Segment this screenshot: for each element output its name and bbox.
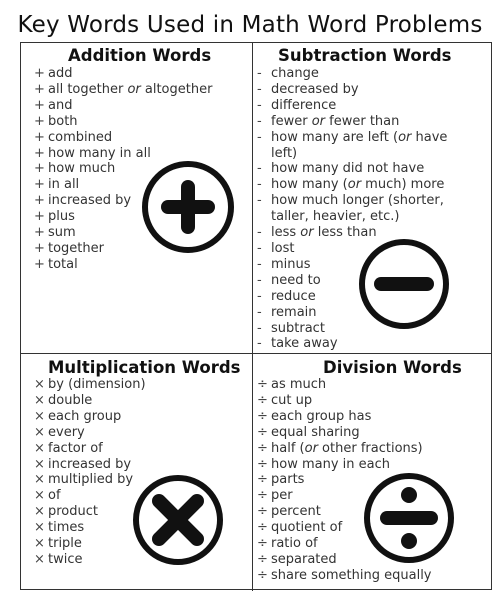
division-bullet-symbol: ÷: [257, 504, 268, 520]
multiplication-word-text: double: [48, 392, 93, 408]
addition-word-text: sum: [48, 225, 76, 241]
division-word-item: [257, 425, 432, 441]
multiplication-word-item: [34, 504, 146, 520]
addition-word-text: all together or altogether: [48, 81, 213, 97]
addition-word-text: add: [48, 66, 73, 81]
division-word-text: cut up: [271, 392, 313, 408]
subtraction-word-item: [257, 98, 447, 114]
multiplication-word-item: [34, 425, 146, 441]
division-word-text: percent: [271, 504, 321, 520]
horizontal-divider: [20, 353, 492, 354]
subtraction-word-text: left): [271, 145, 298, 161]
division-word-text: as much: [271, 377, 327, 392]
multiplication-word-text: factor of: [48, 440, 103, 456]
multiplication-word-item: [34, 472, 146, 488]
subtraction-word-text: change: [271, 66, 319, 81]
subtraction-bullet-symbol: -: [257, 97, 262, 113]
subtraction-word-text: fewer or fewer than: [271, 113, 400, 129]
subtraction-word-text: less or less than: [271, 225, 377, 241]
addition-word-item: [34, 130, 212, 146]
multiplication-word-text: triple: [48, 536, 82, 552]
division-word-text: quotient of: [271, 520, 343, 536]
subtraction-bullet-symbol: -: [257, 256, 262, 272]
subtraction-word-text: lost: [271, 240, 295, 256]
addition-word-item: [34, 66, 212, 82]
division-bullet-symbol: ÷: [257, 392, 268, 408]
division-word-item: [257, 441, 432, 457]
addition-word-item: [34, 82, 212, 98]
addition-bullet-symbol: +: [34, 113, 45, 129]
addition-word-text: how much: [48, 161, 116, 177]
multiplication-word-text: increased by: [48, 456, 132, 472]
addition-bullet-symbol: +: [34, 256, 45, 272]
division-bullet-symbol: ÷: [257, 488, 268, 504]
division-word-text: parts: [271, 472, 305, 488]
division-word-text: equal sharing: [271, 424, 360, 440]
multiplication-bullet-symbol: ×: [34, 408, 45, 424]
subtraction-word-text: difference: [271, 97, 337, 113]
subtraction-word-text: subtract: [271, 320, 325, 336]
subtraction-word-item: [257, 161, 447, 177]
subtraction-word-item: [257, 193, 447, 209]
division-heading: Division Words: [323, 358, 462, 377]
subtraction-bullet-symbol: -: [257, 225, 262, 241]
division-word-text: per: [271, 488, 293, 504]
division-word-item: [257, 568, 432, 584]
division-word-text: separated: [271, 551, 337, 567]
division-bullet-symbol: ÷: [257, 424, 268, 440]
addition-word-item: [34, 114, 212, 130]
subtraction-heading: Subtraction Words: [278, 46, 452, 65]
subtraction-bullet-symbol: -: [257, 336, 262, 352]
division-word-item: [257, 377, 432, 393]
multiplication-word-item: [34, 409, 146, 425]
multiplication-bullet-symbol: ×: [34, 392, 45, 408]
subtraction-bullet-symbol: -: [257, 320, 262, 336]
subtraction-word-text: how many did not have: [271, 161, 425, 177]
division-bullet-symbol: ÷: [257, 377, 268, 392]
division-word-text: ratio of: [271, 536, 318, 552]
subtraction-bullet-symbol: -: [257, 161, 262, 177]
multiplication-word-item: [34, 520, 146, 536]
division-bullet-symbol: ÷: [257, 551, 268, 567]
multiplication-word-text: by (dimension): [48, 377, 146, 392]
multiplication-word-text: times: [48, 520, 85, 536]
multiplication-bullet-symbol: ×: [34, 504, 45, 520]
addition-heading: Addition Words: [68, 46, 212, 65]
division-word-text: how many in each: [271, 456, 390, 472]
addition-bullet-symbol: +: [34, 66, 45, 81]
subtraction-word-item: [257, 336, 447, 352]
subtraction-word-item: [257, 130, 447, 146]
division-bullet-symbol: ÷: [257, 472, 268, 488]
addition-bullet-symbol: +: [34, 161, 45, 177]
addition-word-item: [34, 257, 212, 273]
multiplication-word-item: [34, 488, 146, 504]
addition-word-text: and: [48, 97, 73, 113]
subtraction-bullet-symbol: -: [257, 304, 262, 320]
division-word-text: half (or other fractions): [271, 440, 423, 456]
addition-word-text: both: [48, 113, 78, 129]
addition-word-text: combined: [48, 129, 113, 145]
subtraction-word-item: [257, 82, 447, 98]
times-circle-icon: [132, 474, 224, 566]
subtraction-word-text: need to: [271, 272, 321, 288]
multiplication-word-text: product: [48, 504, 99, 520]
division-bullet-symbol: ÷: [257, 520, 268, 536]
division-bullet-symbol: ÷: [257, 567, 268, 583]
addition-word-text: total: [48, 256, 78, 272]
subtraction-word-text: how many are left (or have: [271, 129, 448, 145]
multiplication-word-item: [34, 393, 146, 409]
addition-word-item: [34, 98, 212, 114]
addition-word-text: increased by: [48, 193, 132, 209]
division-bullet-symbol: ÷: [257, 440, 268, 456]
multiplication-word-text: each group: [48, 408, 122, 424]
subtraction-word-item: [257, 66, 447, 82]
plus-circle-icon: [141, 160, 235, 254]
divide-circle-icon: [363, 472, 455, 564]
addition-bullet-symbol: +: [34, 129, 45, 145]
subtraction-word-text: take away: [271, 336, 338, 352]
subtraction-bullet-symbol: -: [257, 66, 262, 81]
multiplication-word-text: of: [48, 488, 61, 504]
addition-word-text: plus: [48, 209, 75, 225]
addition-bullet-symbol: +: [34, 97, 45, 113]
multiplication-bullet-symbol: ×: [34, 488, 45, 504]
subtraction-word-text: reduce: [271, 288, 316, 304]
multiplication-bullet-symbol: ×: [34, 472, 45, 488]
multiplication-heading: Multiplication Words: [48, 358, 241, 377]
subtraction-word-item: [257, 177, 447, 193]
multiplication-bullet-symbol: ×: [34, 377, 45, 392]
subtraction-word-text: minus: [271, 256, 311, 272]
division-bullet-symbol: ÷: [257, 456, 268, 472]
addition-bullet-symbol: +: [34, 225, 45, 241]
division-word-text: share something equally: [271, 567, 432, 583]
subtraction-bullet-symbol: -: [257, 129, 262, 145]
addition-bullet-symbol: +: [34, 209, 45, 225]
multiplication-word-item: [34, 377, 146, 393]
division-word-item: [257, 409, 432, 425]
multiplication-word-text: multiplied by: [48, 472, 134, 488]
subtraction-word-text: how many (or much) more: [271, 177, 445, 193]
subtraction-word-item: [257, 114, 447, 130]
multiplication-bullet-symbol: ×: [34, 424, 45, 440]
division-word-text: each group has: [271, 408, 372, 424]
addition-bullet-symbol: +: [34, 145, 45, 161]
subtraction-bullet-symbol: -: [257, 272, 262, 288]
division-bullet-symbol: ÷: [257, 408, 268, 424]
minus-circle-icon: [358, 238, 450, 330]
page-title: Key Words Used in Math Word Problems: [17, 12, 483, 38]
multiplication-bullet-symbol: ×: [34, 536, 45, 552]
subtraction-word-item: [257, 146, 447, 162]
subtraction-word-text: taller, heavier, etc.): [271, 209, 400, 225]
multiplication-bullet-symbol: ×: [34, 520, 45, 536]
division-bullet-symbol: ÷: [257, 536, 268, 552]
multiplication-bullet-symbol: ×: [34, 551, 45, 567]
multiplication-list: [34, 377, 146, 568]
addition-bullet-symbol: +: [34, 81, 45, 97]
addition-word-text: in all: [48, 177, 80, 193]
subtraction-bullet-symbol: -: [257, 193, 262, 209]
subtraction-bullet-symbol: -: [257, 240, 262, 256]
multiplication-bullet-symbol: ×: [34, 440, 45, 456]
subtraction-bullet-symbol: -: [257, 177, 262, 193]
subtraction-bullet-symbol: -: [257, 288, 262, 304]
subtraction-bullet-symbol: -: [257, 81, 262, 97]
addition-bullet-symbol: +: [34, 240, 45, 256]
multiplication-word-text: twice: [48, 551, 83, 567]
subtraction-word-text: how much longer (shorter,: [271, 193, 444, 209]
multiplication-word-item: [34, 552, 146, 568]
vertical-divider: [252, 42, 253, 591]
addition-word-text: together: [48, 240, 104, 256]
division-word-item: [257, 457, 432, 473]
addition-bullet-symbol: +: [34, 177, 45, 193]
addition-bullet-symbol: +: [34, 193, 45, 209]
multiplication-word-item: [34, 457, 146, 473]
multiplication-word-item: [34, 441, 146, 457]
multiplication-word-item: [34, 536, 146, 552]
subtraction-word-text: decreased by: [271, 81, 359, 97]
division-word-item: [257, 393, 432, 409]
subtraction-bullet-symbol: -: [257, 113, 262, 129]
subtraction-word-item: [257, 209, 447, 225]
addition-word-text: how many in all: [48, 145, 151, 161]
subtraction-word-text: remain: [271, 304, 317, 320]
multiplication-word-text: every: [48, 424, 85, 440]
multiplication-bullet-symbol: ×: [34, 456, 45, 472]
